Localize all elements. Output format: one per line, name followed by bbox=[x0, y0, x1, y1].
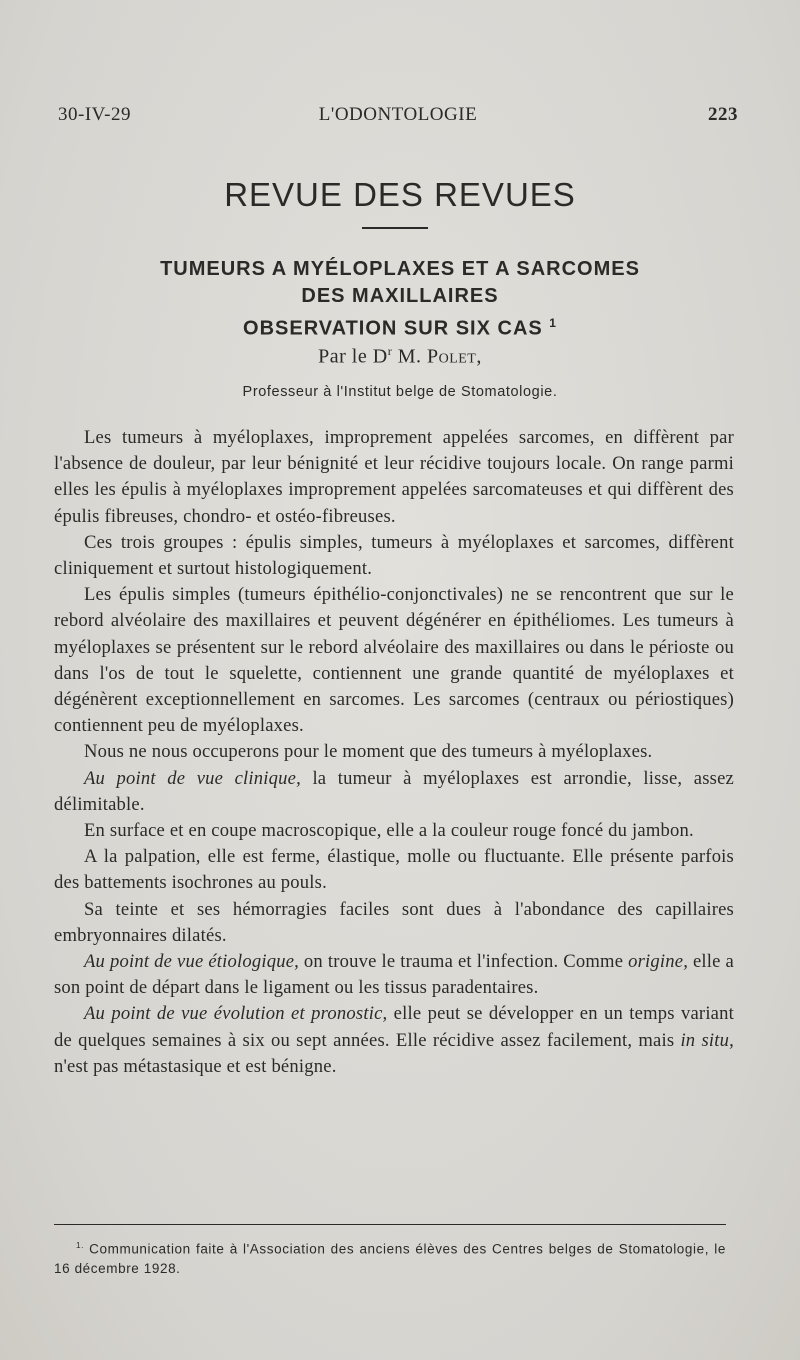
footnote-text: Communication faite à l'Association des anciens élèves des Centres belges de Stomatologie, le 16 décembre 1928. bbox=[54, 1241, 726, 1276]
paragraph-10-heading: Au point de vue évolution et pronostic, bbox=[84, 1003, 388, 1025]
paragraph-9-heading: Au point de vue étiologique, bbox=[84, 951, 300, 973]
paragraph-4: Nous ne nous occuperons pour le moment que des tumeurs à myéloplaxes. bbox=[84, 741, 653, 763]
footnote-divider bbox=[54, 1224, 726, 1225]
footnote-mark: 1. bbox=[76, 1241, 84, 1250]
paragraph-2: Ces trois groupes : épulis simples, tumeurs à myéloplaxes et sarcomes, diffèrent cliniquement et surtout histologiquement. bbox=[54, 531, 734, 580]
section-title: REVUE DES REVUES bbox=[224, 176, 576, 213]
author-line bbox=[0, 344, 800, 369]
paragraph-5-heading: Au point de vue clinique, bbox=[84, 767, 301, 789]
article-title-line1: TUMEURS A MYÉLOPLAXES ET A SARCOMES bbox=[160, 258, 640, 280]
running-header bbox=[58, 104, 738, 132]
paragraph-7: A la palpation, elle est ferme, élastique, molle ou fluctuante. Elle présente parfois des battements isochrones au pouls. bbox=[54, 846, 734, 894]
article-title-line3 bbox=[60, 310, 740, 343]
page-number: 223 bbox=[708, 104, 738, 125]
author-prefix: Par le D bbox=[318, 345, 388, 368]
paragraph-5 bbox=[54, 766, 734, 818]
author-name: M. Polet, bbox=[397, 345, 482, 368]
article-title-line3-text: OBSERVATION SUR SIX CAS bbox=[243, 317, 543, 340]
paragraph-5-text: la tumeur à myéloplaxes est arrondie, lisse, assez délimitable. bbox=[54, 767, 734, 815]
paragraph-6: En surface et en coupe macroscopique, elle a la couleur rouge foncé du jambon. bbox=[84, 820, 694, 842]
paragraph-10-italic-word: in situ, bbox=[680, 1029, 734, 1051]
paragraph-1: Les tumeurs à myéloplaxes, improprement appelées sarcomes, en diffèrent par l'absence de douleur, par leur bénignité et leur récidive toujours locale. On range parmi elles les épulis à myéloplaxes improprement appelées sarcomateuses et qui diffèrent des épulis fibreuses, chondro- et ostéo-fibreuses. bbox=[54, 427, 734, 527]
paragraph-10 bbox=[54, 1001, 734, 1080]
paragraph-3: Les épulis simples (tumeurs épithélio-conjonctivales) ne se rencontrent que sur le rebord alvéolaire des maxillaires et peuvent dégénérer en épithéliomes. Les tumeurs à myéloplaxes se présentent sur le rebord alvéolaire des maxillaires ou dans le périoste ou dans l'os de tout le squelette, contiennent une grande quantité de myéloplaxes et dégénèrent exceptionnellement en sarcomes. Les sarcomes (centraux ou périostiques) contiennent peu de myéloplaxes. bbox=[54, 584, 734, 737]
author-title-sup: r bbox=[387, 344, 393, 358]
author-affiliation: Professeur à l'Institut belge de Stomatologie. bbox=[242, 384, 558, 400]
journal-name: L'ODONTOLOGIE bbox=[318, 104, 478, 125]
article-title bbox=[60, 256, 740, 343]
title-divider bbox=[362, 227, 428, 229]
paragraph-10-text-a: elle peut se développer en un temps variant de quelques semaines à six ou sept années. Elle récidive assez facilement, mais bbox=[54, 1003, 735, 1051]
paragraph-9-italic-word: origine, bbox=[628, 951, 689, 973]
article-body bbox=[54, 425, 734, 1080]
paragraph-10-text-b: n'est pas métastasique et est bénigne. bbox=[54, 1055, 337, 1077]
footnote bbox=[54, 1236, 726, 1278]
paragraph-8: Sa teinte et ses hémorragies faciles sont dues à l'abondance des capillaires embryonnaires dilatés. bbox=[54, 898, 734, 946]
paragraph-9-text-a: on trouve le trauma et l'infection. Comme bbox=[299, 951, 629, 973]
paragraph-9 bbox=[54, 949, 734, 1001]
issue-date: 30-IV-29 bbox=[58, 104, 131, 125]
paragraph-9-text-b: elle a son point de départ dans le ligament ou les tissus paradentaires. bbox=[54, 951, 734, 999]
title-footnote-mark: 1 bbox=[549, 316, 557, 330]
article-title-line2: DES MAXILLAIRES bbox=[301, 285, 499, 307]
